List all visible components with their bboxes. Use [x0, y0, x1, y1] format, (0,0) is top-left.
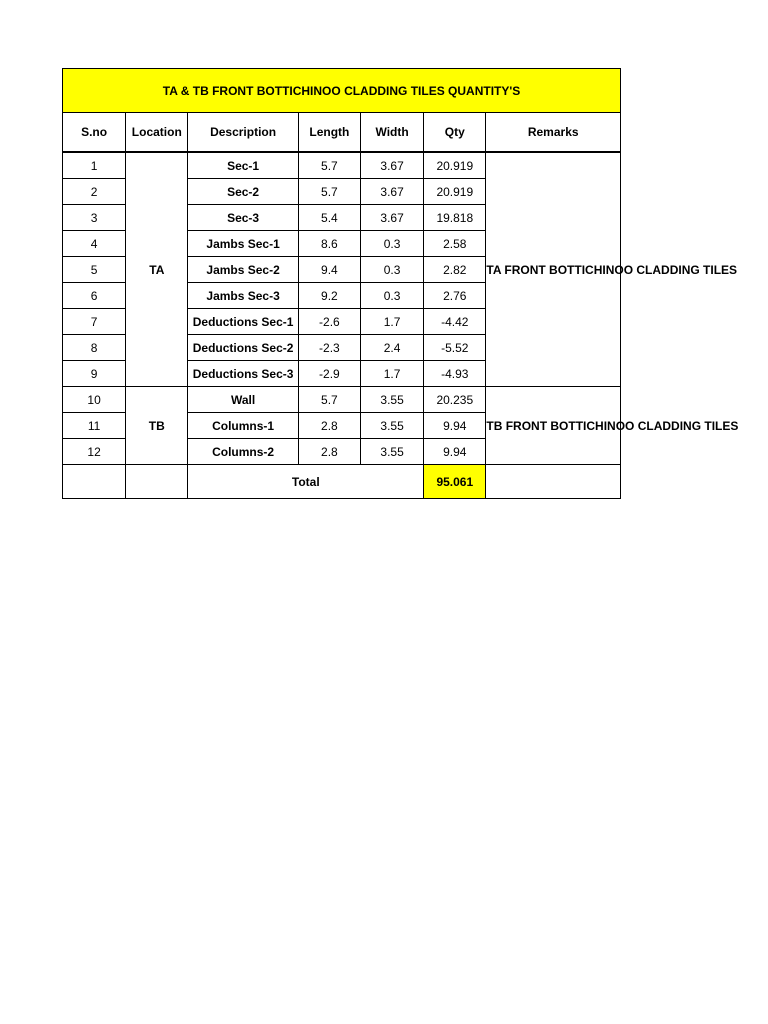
- cell-width: 3.67: [360, 152, 423, 179]
- cell-sno: 12: [63, 439, 126, 465]
- total-qty: 95.061: [424, 465, 486, 499]
- location-ta: TA: [126, 152, 188, 387]
- cell-length: -2.3: [298, 335, 360, 361]
- cell-qty: 19.818: [424, 205, 486, 231]
- cell-description: Wall: [188, 387, 298, 413]
- remarks-ta: TA FRONT BOTTICHINOO CLADDING TILES: [486, 152, 621, 387]
- header-location: Location: [126, 113, 188, 153]
- cell-qty: 2.58: [424, 231, 486, 257]
- cell-length: 2.8: [298, 439, 360, 465]
- table-row: [63, 387, 621, 413]
- cell-width: 3.55: [360, 413, 423, 439]
- cell-length: 5.7: [298, 387, 360, 413]
- cell-qty: 20.235: [424, 387, 486, 413]
- sheet-title: TA & TB FRONT BOTTICHINOO CLADDING TILES QUANTITY'S: [63, 69, 621, 113]
- cell-width: 2.4: [360, 335, 423, 361]
- cell-description: Deductions Sec-3: [188, 361, 298, 387]
- cell-description: Columns-1: [188, 413, 298, 439]
- cell-length: 5.4: [298, 205, 360, 231]
- cell-sno: 6: [63, 283, 126, 309]
- total-empty-sno: [63, 465, 126, 499]
- cell-description: Jambs Sec-2: [188, 257, 298, 283]
- cell-description: Sec-1: [188, 152, 298, 179]
- cell-width: 1.7: [360, 361, 423, 387]
- cell-description: Jambs Sec-1: [188, 231, 298, 257]
- cell-sno: 9: [63, 361, 126, 387]
- cell-width: 0.3: [360, 257, 423, 283]
- header-width: Width: [360, 113, 423, 153]
- total-label: Total: [188, 465, 424, 499]
- header-remarks: Remarks: [486, 113, 621, 153]
- cell-description: Jambs Sec-3: [188, 283, 298, 309]
- header-row: [63, 113, 621, 153]
- header-sno: S.no: [63, 113, 126, 153]
- cell-width: 3.55: [360, 439, 423, 465]
- total-row: [63, 465, 621, 499]
- cell-sno: 1: [63, 152, 126, 179]
- cell-width: 3.67: [360, 205, 423, 231]
- cell-qty: 2.82: [424, 257, 486, 283]
- cell-sno: 8: [63, 335, 126, 361]
- cell-qty: -5.52: [424, 335, 486, 361]
- cell-sno: 4: [63, 231, 126, 257]
- header-description: Description: [188, 113, 298, 153]
- total-empty-remarks: [486, 465, 621, 499]
- quantity-table: [62, 68, 739, 499]
- cell-length: 8.6: [298, 231, 360, 257]
- cell-length: -2.9: [298, 361, 360, 387]
- cell-length: 5.7: [298, 179, 360, 205]
- cell-length: 2.8: [298, 413, 360, 439]
- cell-description: Sec-2: [188, 179, 298, 205]
- cell-qty: 20.919: [424, 152, 486, 179]
- cell-qty: 9.94: [424, 439, 486, 465]
- cell-qty: 9.94: [424, 413, 486, 439]
- cell-qty: -4.93: [424, 361, 486, 387]
- cell-sno: 5: [63, 257, 126, 283]
- cell-sno: 3: [63, 205, 126, 231]
- table-row: [63, 152, 621, 179]
- header-qty: Qty: [424, 113, 486, 153]
- cell-length: 9.2: [298, 283, 360, 309]
- cell-length: 5.7: [298, 152, 360, 179]
- cell-length: 9.4: [298, 257, 360, 283]
- cell-sno: 7: [63, 309, 126, 335]
- cell-length: -2.6: [298, 309, 360, 335]
- cell-width: 1.7: [360, 309, 423, 335]
- header-length: Length: [298, 113, 360, 153]
- cell-width: 0.3: [360, 283, 423, 309]
- cell-width: 3.55: [360, 387, 423, 413]
- cell-sno: 2: [63, 179, 126, 205]
- cell-description: Deductions Sec-1: [188, 309, 298, 335]
- cell-description: Sec-3: [188, 205, 298, 231]
- cell-qty: 20.919: [424, 179, 486, 205]
- cell-sno: 11: [63, 413, 126, 439]
- location-tb: TB: [126, 387, 188, 465]
- cell-qty: -4.42: [424, 309, 486, 335]
- cell-description: Deductions Sec-2: [188, 335, 298, 361]
- cell-sno: 10: [63, 387, 126, 413]
- cell-description: Columns-2: [188, 439, 298, 465]
- remarks-tb: TB FRONT BOTTICHINOO CLADDING TILES: [486, 387, 621, 465]
- cell-qty: 2.76: [424, 283, 486, 309]
- cell-width: 3.67: [360, 179, 423, 205]
- cell-width: 0.3: [360, 231, 423, 257]
- total-empty-location: [126, 465, 188, 499]
